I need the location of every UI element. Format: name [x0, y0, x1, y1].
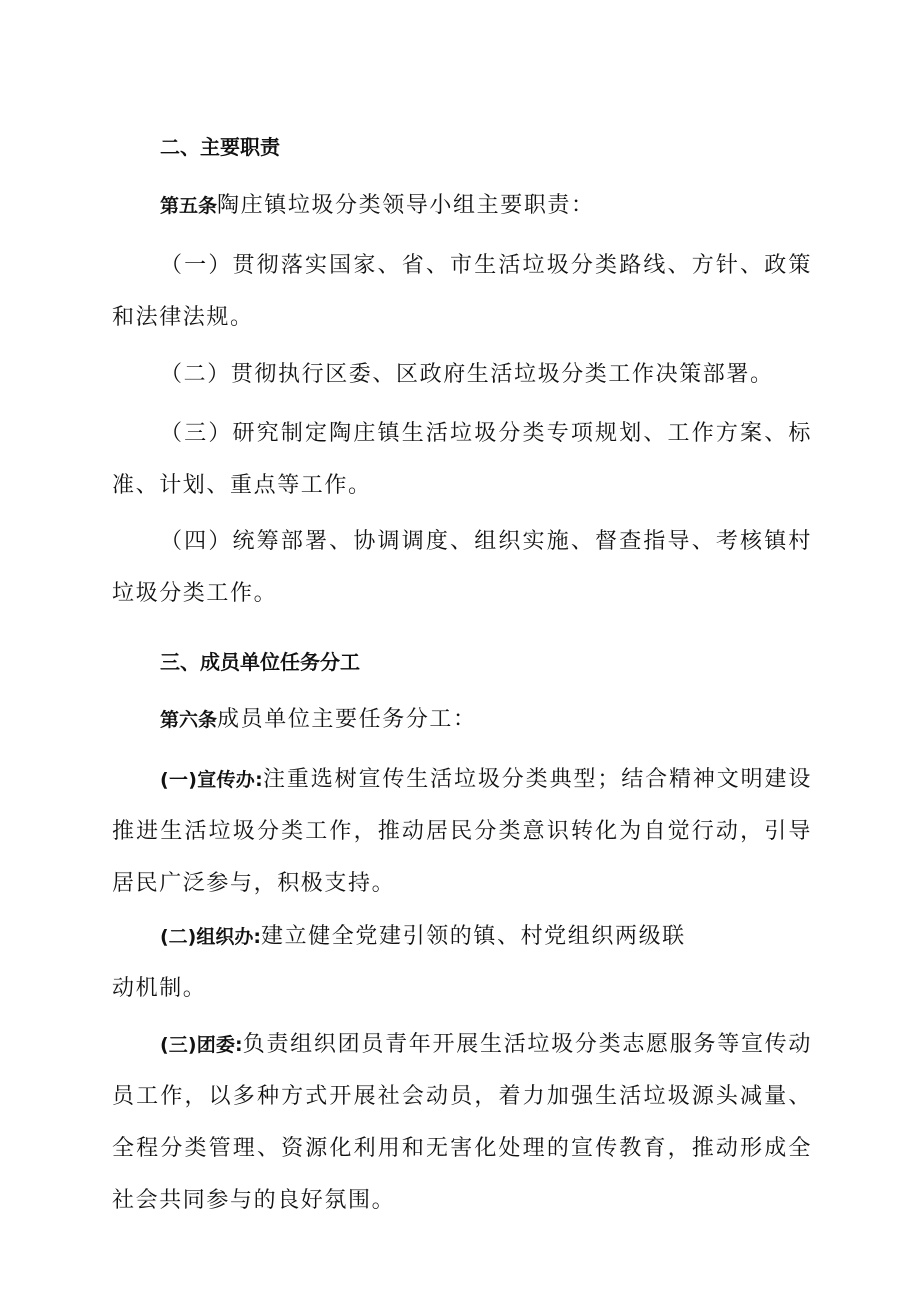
division-item-publicity: [112, 754, 812, 910]
division-item-organization-cont: 动机制。: [112, 976, 207, 1001]
article-five-label: 第五条: [160, 195, 218, 217]
publicity-office-label: (一)宣传办: [160, 769, 256, 791]
article-six-text: 成员单位主要任务分工：: [217, 707, 477, 732]
article-five: [160, 193, 595, 219]
publicity-separator: :: [255, 769, 263, 791]
section-heading-duties: 二、主要职责: [160, 135, 280, 159]
duty-item-4: （四）统筹部署、协调调度、组织实施、督查指导、考核镇村垃圾分类工作。: [112, 529, 812, 606]
youth-league-separator: :: [235, 1034, 243, 1056]
organization-separator: :: [253, 926, 261, 948]
organization-office-text-line1: 建立健全党建引领的镇、村党组织两级联: [260, 924, 686, 949]
duty-item-1: （一）贯彻落实国家、省、市生活垃圾分类路线、方针、政策和法律法规。: [112, 253, 812, 330]
article-six-label: 第六条: [160, 709, 218, 731]
publicity-office-text: 注重选树宣传生活垃圾分类典型；结合精神文明建设推进生活垃圾分类工作，推动居民分类意识转化为自觉行动，引导居民广泛参与，积极支持。: [112, 767, 812, 896]
section-heading-division: 三、成员单位任务分工: [160, 650, 360, 674]
article-six: [160, 707, 477, 733]
division-item-youth-league: [112, 1019, 812, 1227]
youth-league-text: 负责组织团员青年开展生活垃圾分类志愿服务等宣传动员工作，以多种方式开展社会动员，着力加强生活垃圾源头减量、全程分类管理、资源化利用和无害化处理的宣传教育，推动形成全社会共同参与的良好氛围。: [112, 1032, 812, 1213]
duty-item-3: （三）研究制定陶庄镇生活垃圾分类专项规划、工作方案、标准、计划、重点等工作。: [112, 421, 812, 498]
youth-league-label: (三)团委: [160, 1034, 235, 1056]
division-item-organization: [112, 911, 812, 963]
article-five-text: 陶庄镇垃圾分类领导小组主要职责：: [217, 193, 595, 218]
organization-office-label: (二)组织办: [160, 926, 254, 948]
duty-item-2: （二）贯彻执行区委、区政府生活垃圾分类工作决策部署。: [160, 362, 774, 387]
